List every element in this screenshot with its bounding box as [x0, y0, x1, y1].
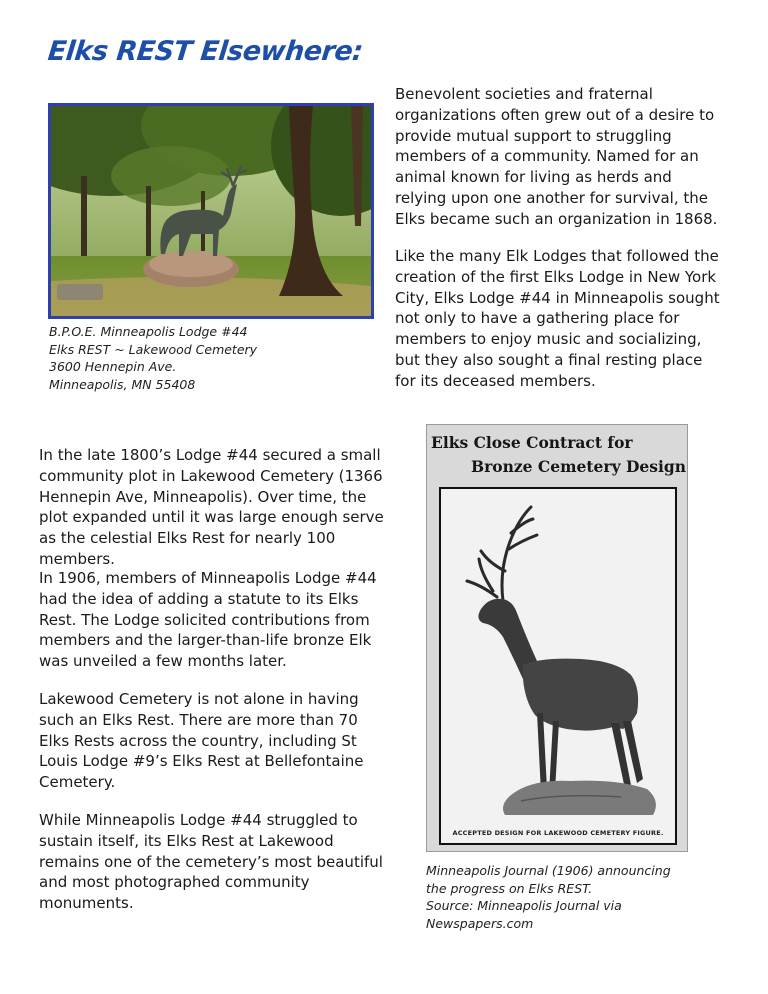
elk-figure-drawing	[441, 489, 675, 843]
page-title: Elks REST Elsewhere:	[46, 36, 365, 67]
photo-caption-line: Minneapolis, MN 55408	[49, 376, 196, 392]
clipping-caption-line: Source: Minneapolis Journal via	[426, 898, 622, 913]
clipping-headline	[427, 431, 687, 479]
body-paragraph: While Minneapolis Lodge #44 struggled to sustain itself, its Elks Rest at Lakewood remains one of the cemetery’s most beautiful and most photographed community monuments.	[39, 811, 383, 913]
newspaper-clipping	[426, 424, 688, 852]
clipping-caption-line: Newspapers.com	[426, 915, 534, 931]
photo-caption-line: 3600 Hennepin Ave.	[49, 359, 177, 374]
clipping-headline-line: Bronze Cemetery Design	[471, 457, 687, 476]
elk-statue-photo-illustration	[51, 106, 371, 316]
elk-statue-photo	[48, 103, 374, 319]
body-paragraph: In the late 1800’s Lodge #44 secured a small community plot in Lakewood Cemetery (1366 Hennepin Ave, Minneapolis). Over time, the plot expanded until it was large enough serve as the celestial Elks Rest for nearly 100 members.	[39, 446, 384, 568]
body-paragraph: Lakewood Cemetery is not alone in having such an Elks Rest. There are more than 70 Elks Rests across the country, including St Louis Lodge #9’s Elks Rest at Bellefontaine Cemetery.	[39, 690, 364, 792]
clipping-caption	[426, 862, 671, 932]
photo-caption-line: Elks REST ~ Lakewood Cemetery	[49, 341, 258, 357]
clipping-image-caption: ACCEPTED DESIGN FOR LAKEWOOD CEMETERY FIGURE.	[452, 829, 664, 837]
intro-paragraph: Benevolent societies and fraternal organizations often grew out of a desire to provide mutual support to struggling members of a community. Named for an animal known for living as herds and relying upon one another for survival, the Elks became such an organization in 1868.	[395, 85, 718, 228]
photo-caption	[49, 323, 257, 393]
body-paragraph: In 1906, members of Minneapolis Lodge #44 had the idea of adding a statute to its Elks Rest. The Lodge solicited contributions from members and the larger-than-life bronze Elk was unveiled a few months later.	[39, 569, 377, 671]
clipping-headline-line: Elks Close Contract for	[431, 433, 633, 452]
clipping-caption-line: Minneapolis Journal (1906) announcing	[426, 863, 671, 878]
clipping-caption-line: the progress on Elks REST.	[426, 880, 593, 896]
clipping-elk-illustration	[439, 487, 677, 845]
intro-paragraph: Like the many Elk Lodges that followed the creation of the first Elks Lodge in New York City, Elks Lodge #44 in Minneapolis sought not only to have a gathering place for members to enjoy music and socializing, but they also sought a final resting place for its deceased members.	[395, 247, 720, 390]
photo-caption-line: B.P.O.E. Minneapolis Lodge #44	[49, 324, 248, 339]
